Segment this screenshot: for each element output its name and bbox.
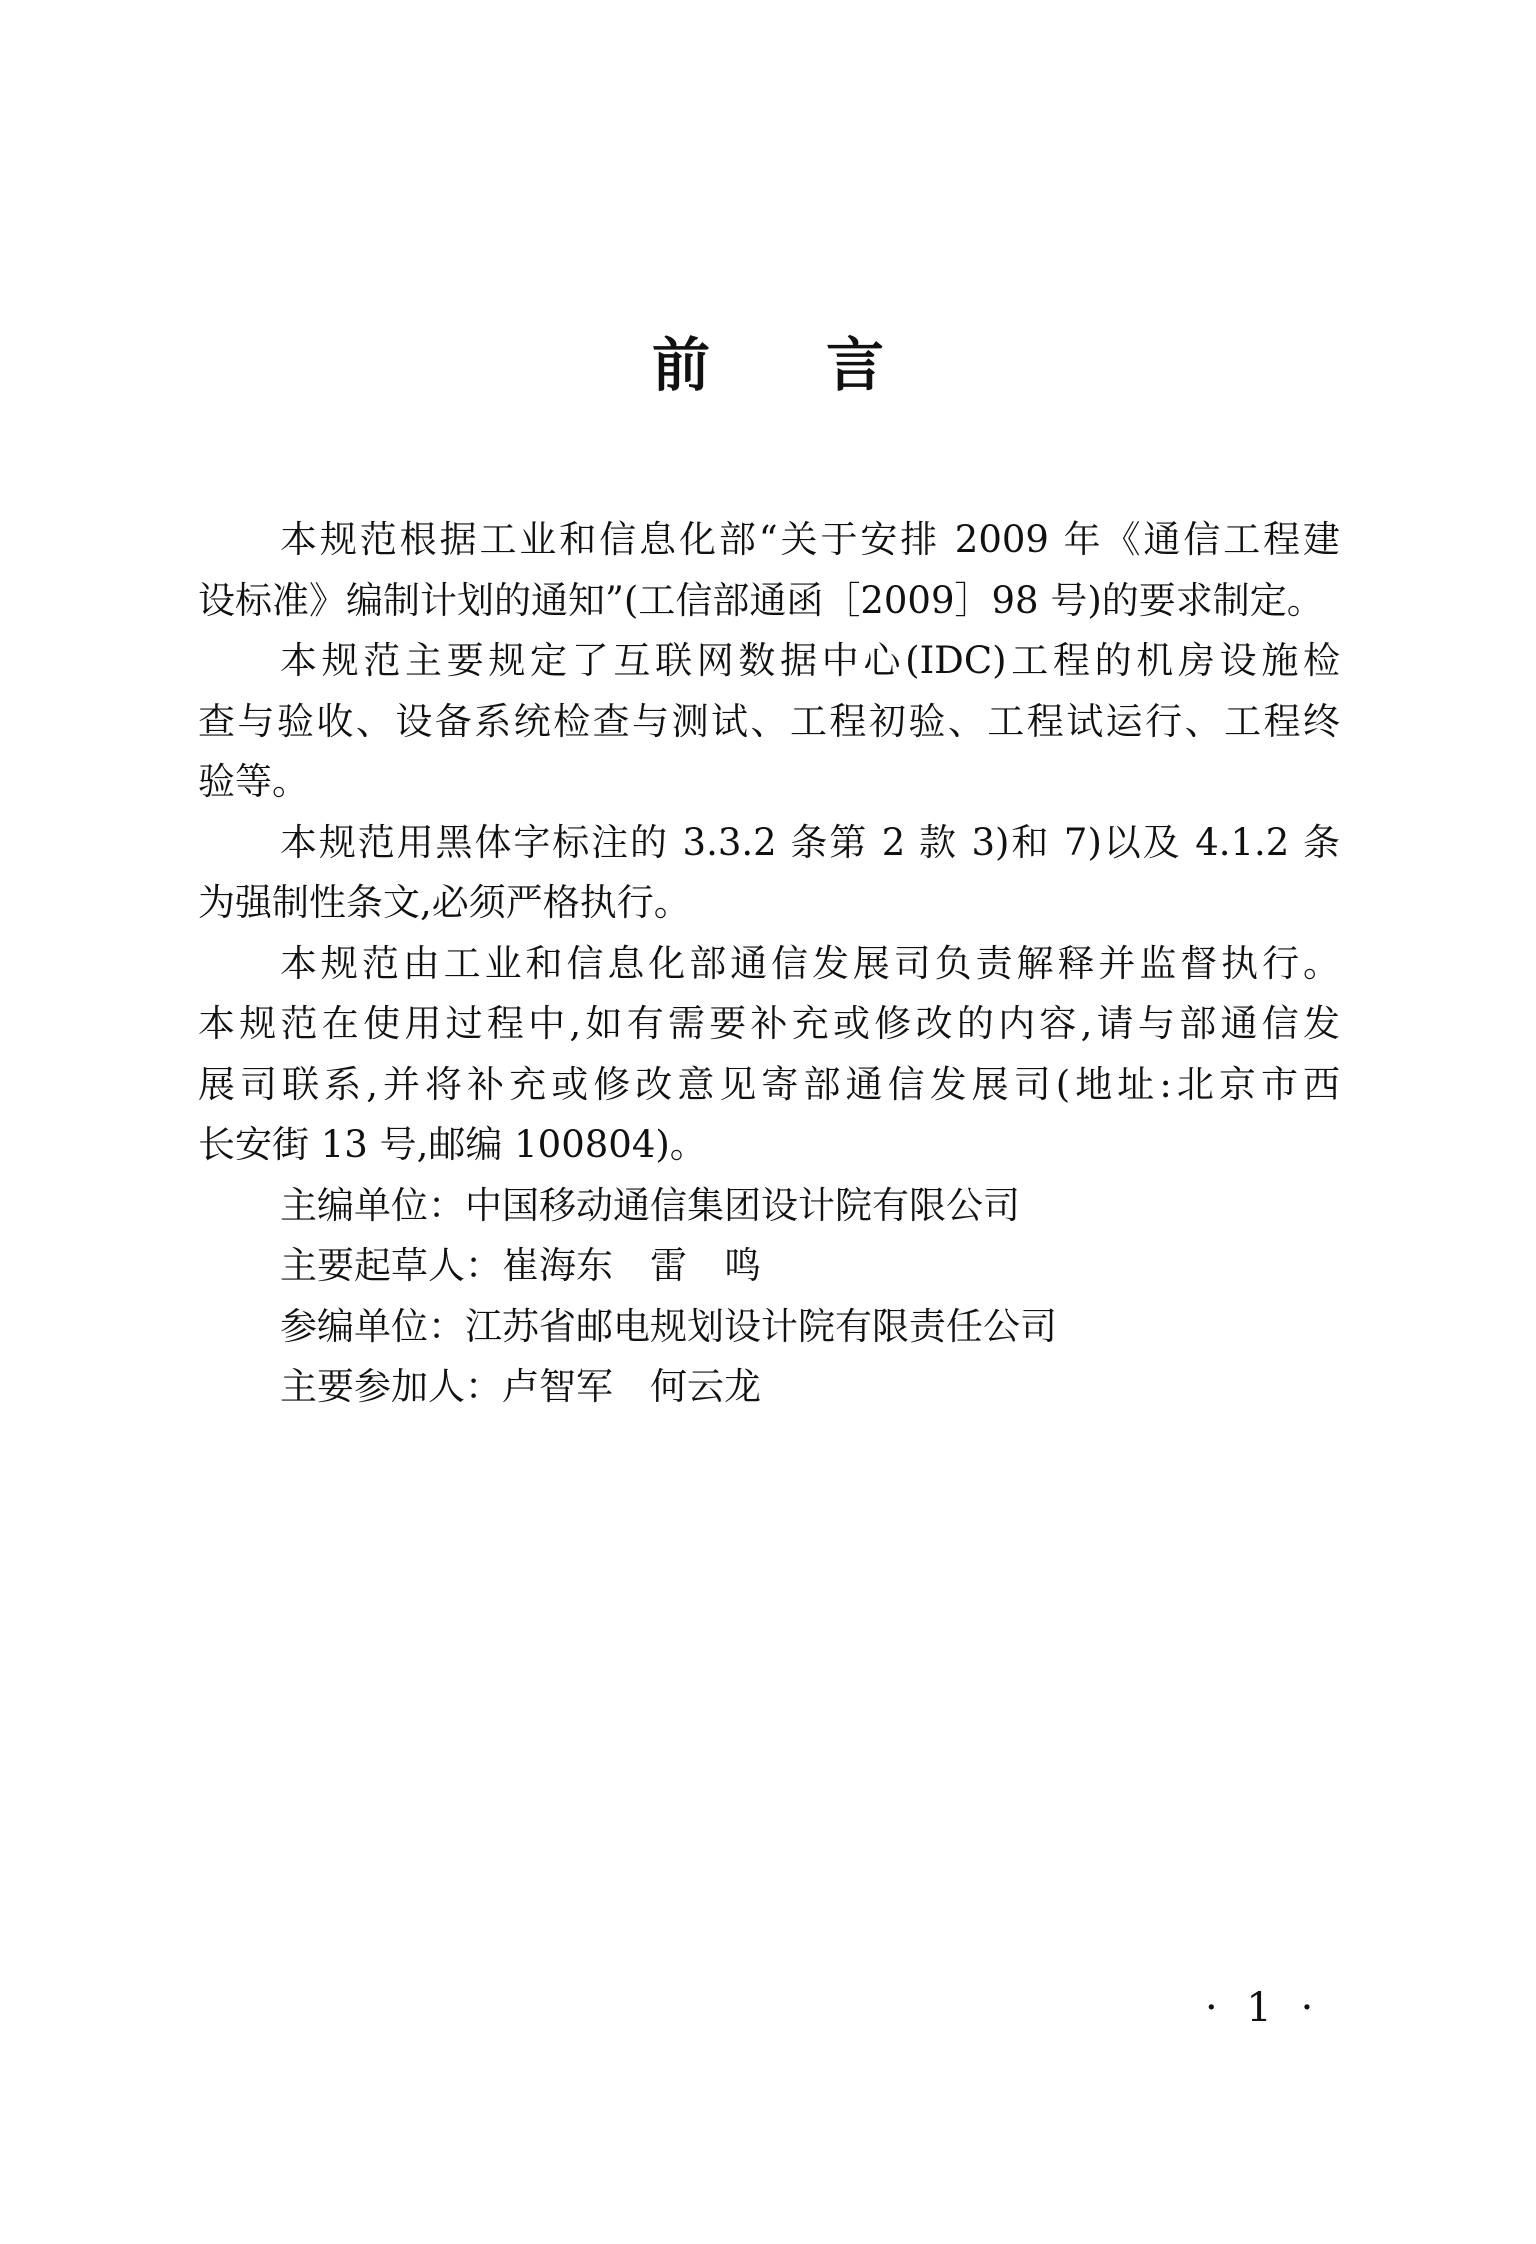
credit-chief-editor-unit: 主编单位：中国移动通信集团设计院有限公司 <box>280 1183 1020 1227</box>
page-title <box>0 318 1536 402</box>
paragraph-line: 为强制性条文,必须严格执行。 <box>198 881 691 924</box>
paragraph-line: 本规范在使用过程中,如有需要补充或修改的内容,请与部通信发 <box>198 1002 1340 1045</box>
paragraph-line: 本规范由工业和信息化部通信发展司负责解释并监督执行。 <box>280 941 1340 985</box>
preface-body <box>198 510 1340 1418</box>
credit-participants: 主要参加人：卢智军 何云龙 <box>280 1365 761 1408</box>
page-number: · 1 · <box>1205 1985 1322 2031</box>
paragraph-line: 本规范主要规定了互联网数据中心(IDC)工程的机房设施检 <box>280 639 1340 682</box>
paragraph-line: 本规范用黑体字标注的 3.3.2 条第 2 款 3)和 7)以及 4.1.2 条 <box>280 820 1340 864</box>
credit-main-drafters: 主要起草人：崔海东 雷 鸣 <box>280 1244 761 1287</box>
paragraph-line: 设标准》编制计划的通知”(工信部通函［2009］98 号)的要求制定。 <box>198 578 1324 622</box>
paragraph-line: 查与验收、设备系统检查与测试、工程初验、工程试运行、工程终 <box>198 699 1340 743</box>
credit-participating-unit: 参编单位：江苏省邮电规划设计院有限责任公司 <box>280 1304 1057 1348</box>
paragraph-line: 本规范根据工业和信息化部“关于安排 2009 年《通信工程建 <box>280 518 1340 561</box>
title-char: 前 <box>651 331 710 399</box>
title-char: 言 <box>826 331 885 399</box>
paragraph-line: 长安街 13 号,邮编 100804)。 <box>198 1123 707 1166</box>
paragraph-line: 验等。 <box>198 760 309 803</box>
paragraph-line: 展司联系,并将补充或修改意见寄部通信发展司(地址:北京市西 <box>198 1062 1340 1106</box>
